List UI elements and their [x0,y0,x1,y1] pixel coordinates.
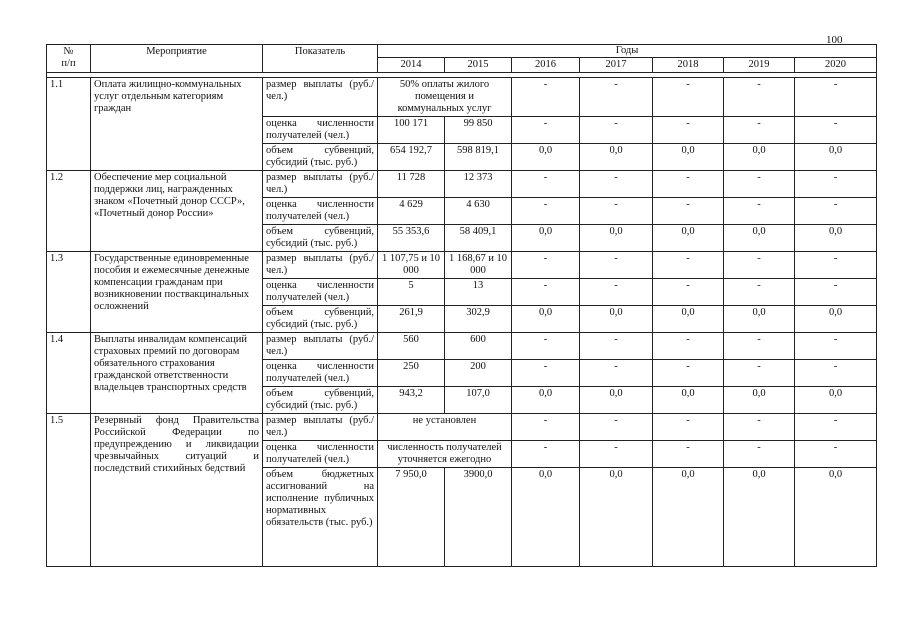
value-2015: 12 373 [445,171,512,198]
value-2020: - [795,360,877,387]
value-2014: 55 353,6 [378,225,445,252]
value-2020: - [795,198,877,225]
value-2019: - [724,117,795,144]
value-2020: 0,0 [795,306,877,333]
year-2017: 2017 [580,58,653,73]
value-2016: 0,0 [512,387,580,414]
value-2015: 600 [445,333,512,360]
header-row [47,45,877,58]
value-2014: 1 107,75 и 10 000 [378,252,445,279]
merged-value: 50% оплаты жилого помещения и коммунальных услуг [378,78,512,117]
indicator-label: оценка численности получателей (чел.) [263,198,378,225]
year-2018: 2018 [653,58,724,73]
value-2019: - [724,441,795,468]
event-name: Оплата жилищно-коммунальных услуг отдельным категориям граждан [91,78,263,171]
value-2018: - [653,333,724,360]
value-2017: - [580,279,653,306]
value-2016: - [512,333,580,360]
value-2018: - [653,198,724,225]
value-2017: - [580,198,653,225]
value-2016: - [512,252,580,279]
row-number: 1.1 [47,78,91,171]
value-2018: - [653,414,724,441]
header-indicator: Показатель [263,45,378,73]
year-2020: 2020 [795,58,877,73]
value-2019: - [724,78,795,117]
value-2018: - [653,117,724,144]
value-2019: 0,0 [724,387,795,414]
value-2017: - [580,117,653,144]
value-2018: - [653,171,724,198]
indicator-label: оценка численности получателей (чел.) [263,360,378,387]
year-2016: 2016 [512,58,580,73]
value-2019: 0,0 [724,468,795,567]
row-number: 1.3 [47,252,91,333]
indicator-label: объем субвенций, субсидий (тыс. руб.) [263,387,378,414]
indicator-label: оценка численности получателей (чел.) [263,279,378,306]
value-2016: - [512,441,580,468]
table-row [47,78,877,117]
event-name: Резервный фонд Правительства Российской Федерации по предупреждению и ликвидации чрезвычайных ситуаций и последствий стихийных бедствий [91,414,263,567]
value-2014: 4 629 [378,198,445,225]
value-2016: 0,0 [512,306,580,333]
value-2019: - [724,198,795,225]
value-2017: - [580,252,653,279]
value-2015: 3900,0 [445,468,512,567]
value-2020: 0,0 [795,225,877,252]
value-2018: - [653,252,724,279]
value-2019: 0,0 [724,225,795,252]
value-2020: - [795,441,877,468]
value-2016: - [512,117,580,144]
header-years: Годы [378,45,877,58]
value-2019: 0,0 [724,144,795,171]
value-2020: 0,0 [795,387,877,414]
row-number: 1.4 [47,333,91,414]
value-2017: - [580,360,653,387]
value-2019: - [724,414,795,441]
value-2020: - [795,333,877,360]
value-2020: - [795,171,877,198]
value-2017: 0,0 [580,144,653,171]
value-2015: 598 819,1 [445,144,512,171]
event-name: Обеспечение мер социальной поддержки лиц, награжденных знаком «Почетный донор СССР», «Почетный донор России» [91,171,263,252]
value-2016: 0,0 [512,225,580,252]
value-2016: - [512,198,580,225]
value-2016: - [512,360,580,387]
year-2015: 2015 [445,58,512,73]
value-2014: 250 [378,360,445,387]
indicator-label: размер выплаты (руб./ чел.) [263,414,378,441]
value-2017: 0,0 [580,387,653,414]
value-2014: 11 728 [378,171,445,198]
value-2018: 0,0 [653,144,724,171]
value-2017: - [580,333,653,360]
indicator-label: объем бюджетных ассигнований на исполнение публичных нормативных обязательств (тыс. руб.) [263,468,378,567]
indicator-label: размер выплаты (руб./ чел.) [263,333,378,360]
value-2016: - [512,78,580,117]
value-2020: 0,0 [795,144,877,171]
indicator-label: объем субвенций, субсидий (тыс. руб.) [263,144,378,171]
value-2020: - [795,117,877,144]
indicator-label: размер выплаты (руб./ чел.) [263,252,378,279]
event-name: Государственные единовременные пособия и ежемесячные денежные компенсации гражданам при возникновении поствакцинальных осложнений [91,252,263,333]
year-2019: 2019 [724,58,795,73]
value-2020: 0,0 [795,468,877,567]
value-2017: - [580,441,653,468]
value-2017: - [580,414,653,441]
value-2015: 58 409,1 [445,225,512,252]
value-2017: - [580,171,653,198]
table-row [47,414,877,441]
value-2018: 0,0 [653,225,724,252]
value-2020: - [795,414,877,441]
value-2015: 107,0 [445,387,512,414]
value-2019: - [724,360,795,387]
indicator-label: оценка численности получателей (чел.) [263,117,378,144]
value-2019: - [724,333,795,360]
value-2015: 200 [445,360,512,387]
table-row [47,333,877,360]
value-2015: 99 850 [445,117,512,144]
value-2015: 1 168,67 и 10 000 [445,252,512,279]
value-2017: - [580,78,653,117]
value-2015: 13 [445,279,512,306]
value-2020: - [795,279,877,306]
event-name: Выплаты инвалидам компенсаций страховых премий по договорам обязательного страхования гражданской ответственности владельцев транспортных средств [91,333,263,414]
value-2014: 5 [378,279,445,306]
row-number: 1.2 [47,171,91,252]
value-2017: 0,0 [580,468,653,567]
merged-value: численность получателей уточняется ежегодно [378,441,512,468]
value-2014: 943,2 [378,387,445,414]
indicator-label: оценка численности получателей (чел.) [263,441,378,468]
value-2016: - [512,279,580,306]
measures-table [46,44,877,567]
value-2016: - [512,171,580,198]
indicator-label: объем субвенций, субсидий (тыс. руб.) [263,225,378,252]
value-2018: - [653,78,724,117]
value-2019: - [724,171,795,198]
value-2016: 0,0 [512,468,580,567]
value-2018: 0,0 [653,306,724,333]
value-2018: 0,0 [653,468,724,567]
value-2015: 4 630 [445,198,512,225]
value-2014: 7 950,0 [378,468,445,567]
indicator-label: размер выплаты (руб./ чел.) [263,171,378,198]
value-2016: - [512,414,580,441]
value-2019: - [724,252,795,279]
value-2014: 560 [378,333,445,360]
value-2017: 0,0 [580,306,653,333]
value-2019: - [724,279,795,306]
value-2018: 0,0 [653,387,724,414]
value-2014: 100 171 [378,117,445,144]
row-number: 1.5 [47,414,91,567]
value-2014: 261,9 [378,306,445,333]
table-row [47,171,877,198]
year-2014: 2014 [378,58,445,73]
value-2018: - [653,279,724,306]
value-2016: 0,0 [512,144,580,171]
value-2015: 302,9 [445,306,512,333]
header-num: № п/п [47,45,91,73]
value-2019: 0,0 [724,306,795,333]
indicator-label: объем субвенций, субсидий (тыс. руб.) [263,306,378,333]
header-event: Мероприятие [91,45,263,73]
value-2018: - [653,441,724,468]
value-2014: 654 192,7 [378,144,445,171]
value-2020: - [795,78,877,117]
value-2018: - [653,360,724,387]
merged-value: не установлен [378,414,512,441]
value-2017: 0,0 [580,225,653,252]
value-2020: - [795,252,877,279]
indicator-label: размер выплаты (руб./ чел.) [263,78,378,117]
page-number: 100 [826,34,843,46]
table-row [47,252,877,279]
